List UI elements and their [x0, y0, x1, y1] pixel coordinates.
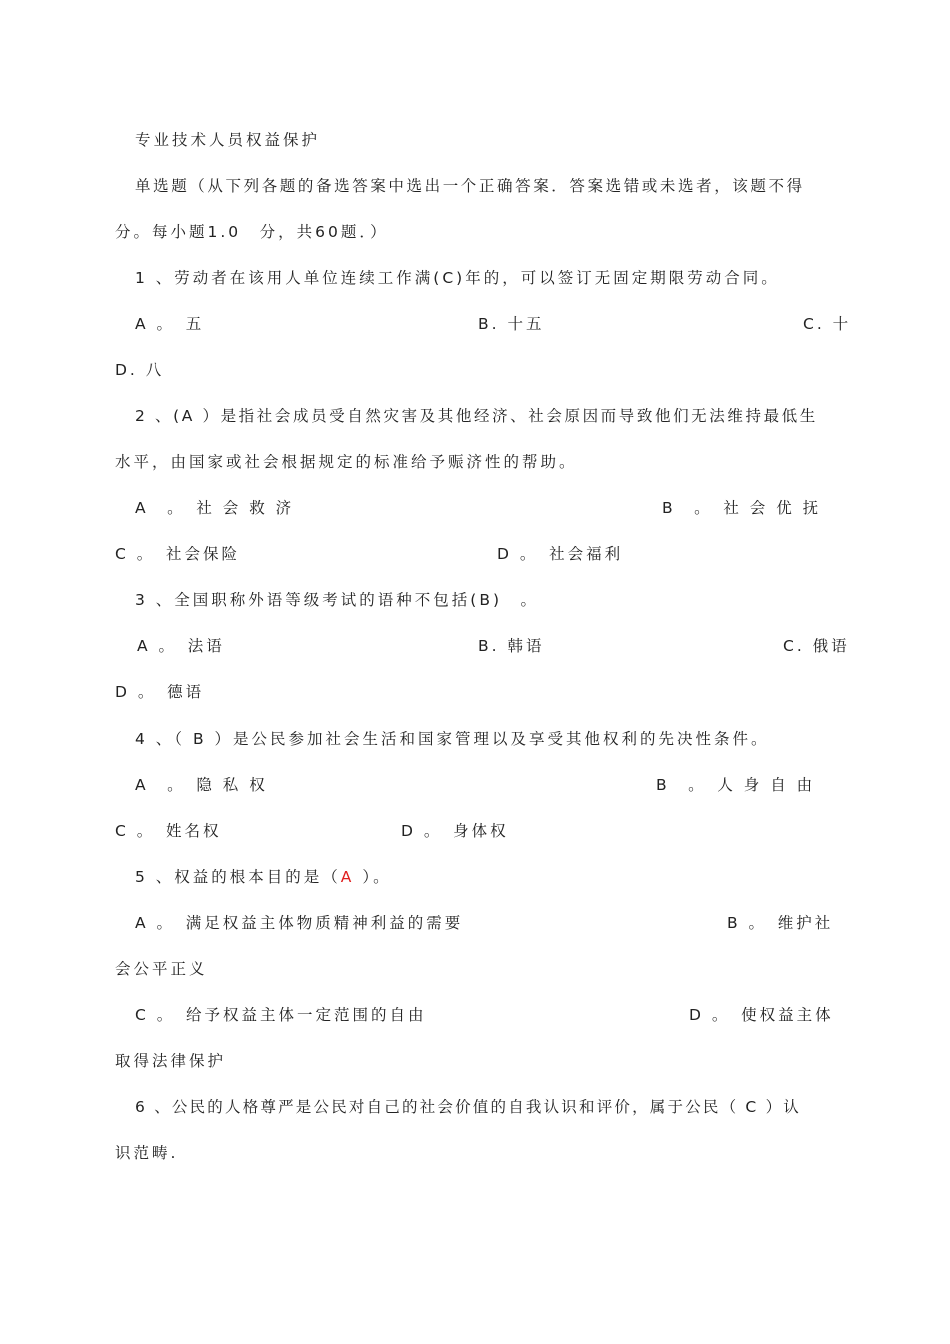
q5-option-b: B 。 维护社	[727, 914, 834, 932]
q1-option-b: B. 十五	[478, 315, 545, 333]
q5-stem-suffix: ）。	[354, 868, 392, 886]
q5-stem	[135, 867, 392, 887]
intro-line-2: 分。每小题1.0 分，共60题．）	[115, 223, 389, 241]
q3-option-d: D 。 德语	[115, 683, 205, 701]
q5-stem-prefix: 5 、权益的根本目的是（	[135, 868, 341, 886]
q3-option-b: B. 韩语	[478, 637, 545, 655]
q1-stem: 1 、劳动者在该用人单位连续工作满(C)年的，可以签订无固定期限劳动合同。	[135, 269, 780, 287]
q5-answer-highlight: A	[340, 868, 355, 886]
q5-option-d: D 。 使权益主体	[689, 1006, 834, 1024]
q5-option-d-continued: 取得法律保护	[115, 1052, 227, 1070]
q6-stem-line-2: 识范畴.	[115, 1144, 179, 1162]
q2-option-c: C 。 社会保险	[115, 545, 241, 563]
q2-stem-line-2: 水平，由国家或社会根据规定的标准给予赈济性的帮助。	[115, 453, 578, 471]
q2-option-d: D 。 社会福利	[497, 545, 624, 563]
q5-option-c: C 。 给予权益主体一定范围的自由	[135, 1006, 427, 1024]
q2-option-b: B 。 社 会 优 抚	[662, 499, 822, 517]
q3-option-a: A 。 法语	[137, 637, 225, 655]
q4-option-a: A 。 隐 私 权	[135, 776, 268, 794]
intro-line-1: 单选题（从下列各题的备选答案中选出一个正确答案．答案选错或未选者，该题不得	[135, 177, 805, 195]
q3-stem: 3 、全国职称外语等级考试的语种不包括(B) 。	[135, 591, 540, 609]
q5-option-a: A 。 满足权益主体物质精神利益的需要	[135, 914, 464, 932]
q1-option-c: C. 十	[803, 315, 852, 333]
q1-option-d: D. 八	[115, 361, 165, 379]
q2-stem-line-1: 2 、(A ）是指社会成员受自然灾害及其他经济、社会原因而导致他们无法维持最低生	[135, 407, 818, 425]
q4-option-d: D 。 身体权	[401, 822, 509, 840]
q4-option-c: C 。 姓名权	[115, 822, 222, 840]
q4-option-b: B 。 人 身 自 由	[656, 776, 816, 794]
q6-stem-line-1: 6 、公民的人格尊严是公民对自己的社会价值的自我认识和评价，属于公民（ C ）认	[135, 1098, 801, 1116]
q5-option-b-continued: 会公平正义	[115, 960, 208, 978]
doc-title: 专业技术人员权益保护	[135, 131, 321, 149]
q3-option-c: C. 俄语	[783, 637, 850, 655]
q2-option-a: A 。 社 会 救 济	[135, 499, 295, 517]
q1-option-a: A 。 五	[135, 315, 205, 333]
q4-stem: 4 、（ B ）是公民参加社会生活和国家管理以及享受其他权利的先决性条件。	[135, 730, 770, 748]
